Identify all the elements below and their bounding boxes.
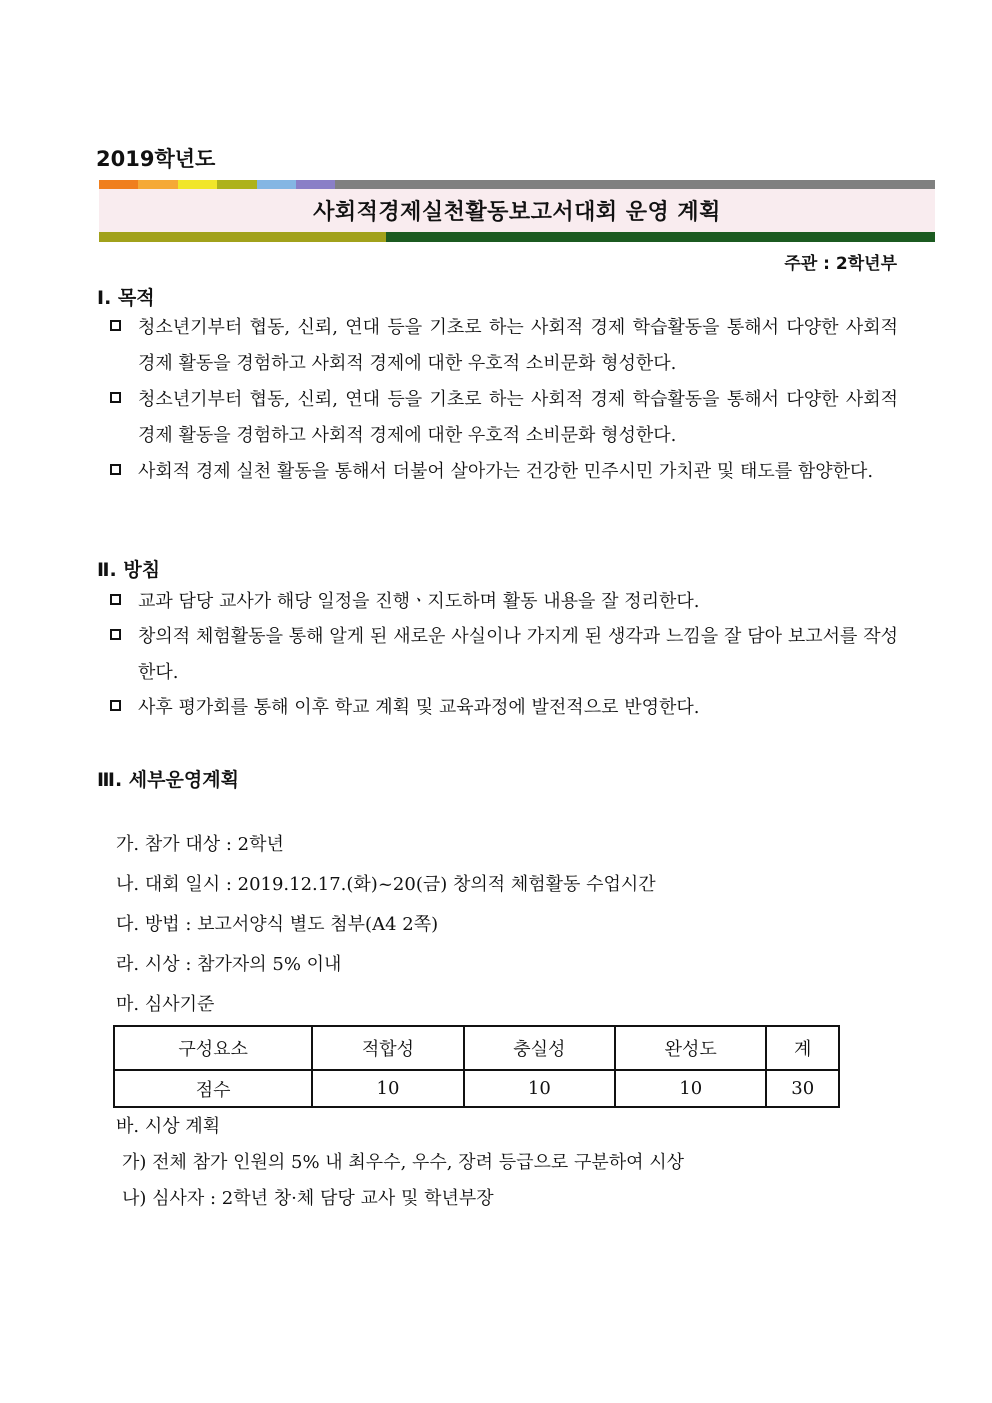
table-cell: 10 bbox=[312, 1070, 463, 1107]
color-segment bbox=[217, 180, 257, 189]
title-band bbox=[99, 189, 935, 232]
list-item: 사후 평가회를 통해 이후 학교 계획 및 교육과정에 발전적으로 반영한다. bbox=[110, 690, 898, 726]
table-header-cell: 완성도 bbox=[615, 1026, 766, 1070]
color-segment bbox=[257, 180, 296, 189]
checkbox-bullet-icon bbox=[110, 594, 121, 605]
document-year: 2019학년도 bbox=[96, 147, 216, 171]
color-segment bbox=[296, 180, 335, 189]
checkbox-bullet-icon bbox=[110, 320, 121, 331]
color-segment bbox=[99, 180, 138, 189]
table-header-cell: 구성요소 bbox=[114, 1026, 312, 1070]
checkbox-bullet-icon bbox=[110, 700, 121, 711]
color-segment bbox=[178, 180, 217, 189]
list-item: 청소년기부터 협동, 신뢰, 연대 등을 기초로 하는 사회적 경제 학습활동을 통해서 다양한 사회적 경제 활동을 경험하고 사회적 경제에 대한 우호적 소비문화 형성한다. bbox=[110, 310, 898, 382]
table-header-cell: 적합성 bbox=[312, 1026, 463, 1070]
table-header-cell: 충실성 bbox=[464, 1026, 615, 1070]
table-cell: 10 bbox=[464, 1070, 615, 1107]
detail-item: 다. 방법 : 보고서양식 별도 첨부(A4 2쪽) bbox=[116, 914, 439, 935]
award-plan-item: 나) 심사자 : 2학년 창·체 담당 교사 및 학년부장 bbox=[122, 1188, 494, 1209]
checkbox-bullet-icon bbox=[110, 464, 121, 475]
section-heading-detail: Ⅲ. 세부운영계획 bbox=[97, 769, 239, 791]
detail-item: 가. 참가 대상 : 2학년 bbox=[116, 834, 284, 855]
list-item: 창의적 체험활동을 통해 알게 된 새로운 사실이나 가지게 된 생각과 느낌을 잘 담아 보고서를 작성한다. bbox=[110, 619, 898, 691]
color-segment bbox=[335, 180, 935, 189]
detail-item: 나. 대회 일시 : 2019.12.17.(화)~20(금) 창의적 체험활동 수업시간 bbox=[116, 874, 656, 895]
table-cell: 10 bbox=[615, 1070, 766, 1107]
section-heading-purpose: Ⅰ. 목적 bbox=[97, 287, 155, 309]
document-title: 사회적경제실천활동보고서대회 운영 계획 bbox=[313, 200, 721, 225]
list-item: 교과 담당 교사가 해당 일정을 진행ㆍ지도하며 활동 내용을 잘 정리한다. bbox=[110, 584, 898, 620]
color-segment bbox=[138, 180, 178, 189]
list-item: 사회적 경제 실천 활동을 통해서 더불어 살아가는 건강한 민주시민 가치관 및 태도를 함양한다. bbox=[110, 454, 898, 490]
band-segment bbox=[386, 232, 935, 242]
decorative-color-bar bbox=[99, 180, 935, 189]
table-row bbox=[114, 1070, 839, 1107]
award-plan-item: 가) 전체 참가 인원의 5% 내 최우수, 우수, 장려 등급으로 구분하여 시상 bbox=[122, 1152, 685, 1173]
detail-item: 마. 심사기준 bbox=[116, 994, 215, 1015]
award-plan-label: 바. 시상 계획 bbox=[116, 1116, 221, 1137]
checkbox-bullet-icon bbox=[110, 629, 121, 640]
table-cell: 점수 bbox=[114, 1070, 312, 1107]
host-department: 주관 : 2학년부 bbox=[784, 254, 897, 274]
detail-item: 라. 시상 : 참가자의 5% 이내 bbox=[116, 954, 342, 975]
decorative-band bbox=[99, 232, 935, 242]
section-heading-policy: Ⅱ. 방침 bbox=[97, 559, 161, 581]
table-cell: 30 bbox=[766, 1070, 839, 1107]
checkbox-bullet-icon bbox=[110, 392, 121, 403]
table-header-row bbox=[114, 1026, 839, 1070]
band-segment bbox=[99, 232, 386, 242]
table-header-cell: 계 bbox=[766, 1026, 839, 1070]
list-item: 청소년기부터 협동, 신뢰, 연대 등을 기초로 하는 사회적 경제 학습활동을 통해서 다양한 사회적 경제 활동을 경험하고 사회적 경제에 대한 우호적 소비문화 형성한다. bbox=[110, 382, 898, 454]
scoring-criteria-table bbox=[113, 1025, 840, 1108]
